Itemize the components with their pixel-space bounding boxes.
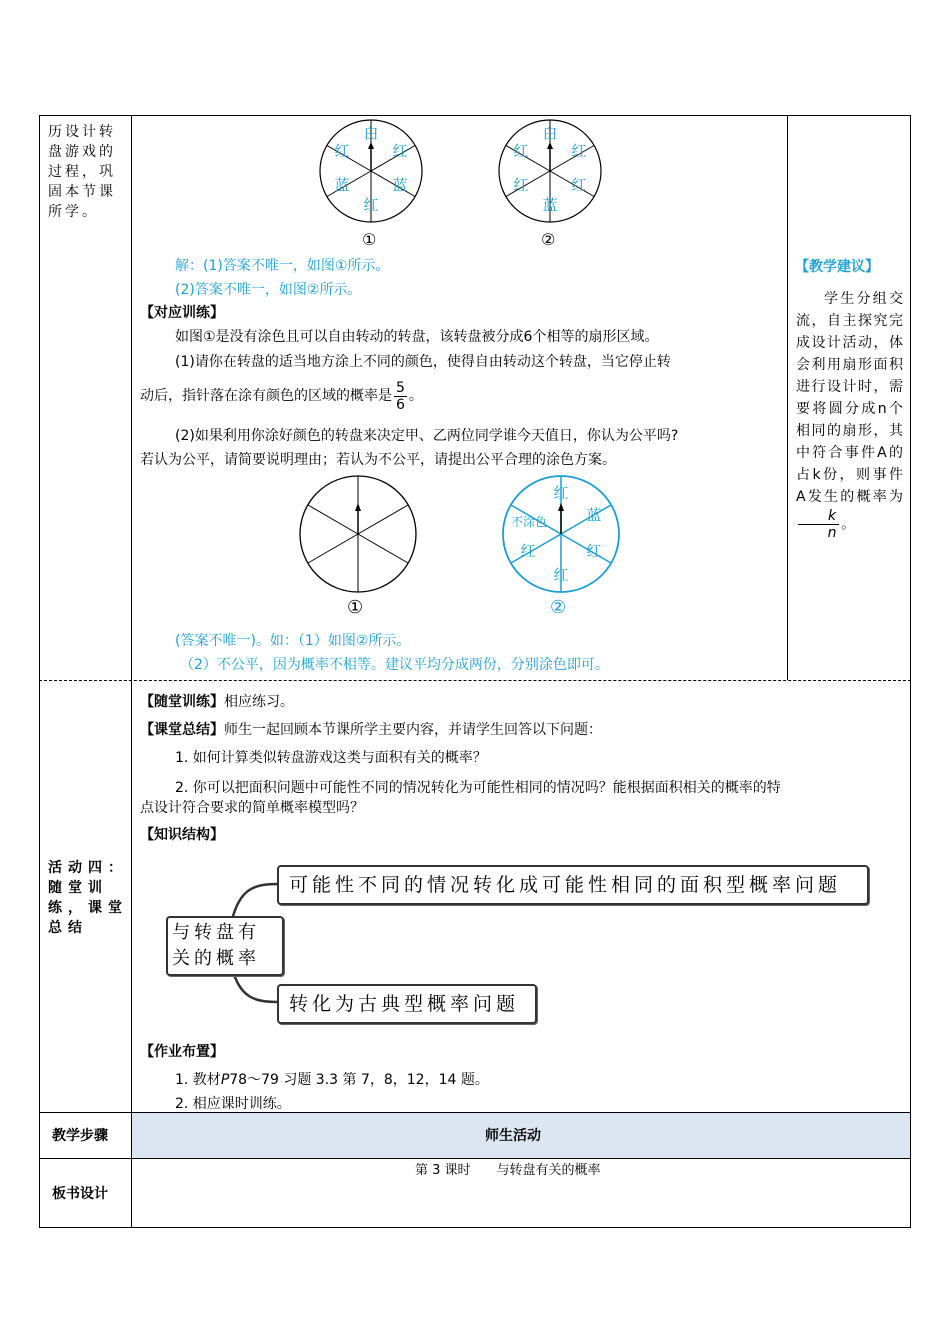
top-wheel-2	[495, 118, 605, 224]
wheel-label: 红	[571, 176, 587, 194]
answer-line-4: （2）不公平，因为概率不相等。建议平均分成两份，分别涂色即可。	[180, 657, 609, 673]
answer-line-3: (答案不唯一)。如：（1）如图②所示。	[175, 633, 411, 649]
q1-fraction	[394, 380, 407, 413]
map-branch-2-text: 转化为古典型概率问题	[289, 993, 520, 1015]
wheel-label: 红	[363, 196, 379, 214]
col-divider-2	[787, 115, 788, 680]
teaching-tip-body	[796, 288, 904, 541]
tip-frac-num: k	[798, 508, 839, 525]
hw1-prefix: 1. 教材	[175, 1072, 221, 1088]
bottom-wheel-2	[499, 474, 623, 594]
hw1-rest: 78～79 习题 3.3 第 7，8，12，14 题。	[229, 1072, 489, 1088]
top-wheel-1-caption: ①	[362, 230, 377, 249]
top-wheel-2-caption: ②	[541, 230, 556, 249]
wheel-label: 红	[513, 142, 529, 160]
practice-line	[140, 692, 294, 712]
wheel-label: 红	[571, 142, 587, 160]
knowledge-map-branch-1	[277, 865, 869, 905]
homework-title: 【作业布置】	[140, 1044, 224, 1060]
top-wheel-1	[316, 118, 426, 224]
activity-label: 师生活动	[485, 1128, 541, 1144]
summary-line	[140, 720, 602, 740]
training-q2-line1: (2)如果利用你涂好颜色的转盘来决定甲、乙两位同学谁今天值日，你认为公平吗?	[175, 428, 679, 444]
wheel-label: 蓝	[542, 196, 558, 214]
col-divider-1	[131, 115, 132, 1228]
wheel-label: 红	[392, 142, 408, 160]
board-content: 第 3 课时 与转盘有关的概率	[415, 1163, 601, 1178]
answer-line-2: (2)答案不唯一，如图②所示。	[175, 282, 362, 298]
teaching-tip-title: 【教学建议】	[795, 259, 879, 275]
summary-q1: 1. 如何计算类似转盘游戏这类与面积有关的概率？	[175, 750, 487, 766]
summary-title: 【课堂总结】	[140, 722, 224, 738]
q1-frac-num: 5	[396, 379, 405, 396]
q1-frac-den: 6	[396, 396, 405, 413]
wheel-label: 蓝	[586, 506, 602, 524]
knowledge-title: 【知识结构】	[140, 827, 224, 843]
wheel-label: 蓝	[392, 176, 408, 194]
training-q2-line2: 若认为公平，请简要说明理由；若认为不公平，请提出公平合理的涂色方案。	[140, 452, 616, 468]
training-q1-line2	[140, 376, 423, 416]
tip-fraction	[798, 508, 839, 541]
training-title: 【对应训练】	[140, 305, 224, 321]
section-divider-dashed	[39, 680, 911, 681]
table-border-right	[910, 115, 911, 1228]
prev-activity-text: 历设计转盘游戏的过程，巩固本节课所学。	[48, 124, 116, 220]
wheel-label: 白	[363, 124, 379, 142]
wheel-label: 红	[513, 176, 529, 194]
summary-q2-line1: 2. 你可以把面积问题中可能性不同的情况转化为可能性相同的情况吗？能根据面积相关的概率的特	[175, 780, 781, 796]
homework-1	[175, 1070, 489, 1090]
map-branch-1-text: 可能性不同的情况转化成可能性相同的面积型概率问题	[289, 874, 842, 896]
q1-end: 。	[408, 388, 423, 404]
practice-title: 【随堂训练】	[140, 694, 224, 710]
row-divider-2	[39, 1158, 911, 1159]
wheel-label: 红	[553, 566, 569, 584]
bottom-wheel-1	[296, 474, 420, 594]
activity-four-label: 活动四：随堂训练，课堂总结	[48, 860, 128, 936]
wheel-label: 红	[520, 542, 536, 560]
table-border-left	[39, 115, 40, 1228]
board-label: 板书设计	[52, 1186, 108, 1202]
summary-q2-line2: 点设计符合要求的简单概率模型吗？	[140, 800, 364, 816]
step-label: 教学步骤	[52, 1128, 108, 1144]
knowledge-map-root	[166, 916, 284, 976]
hw1-p: P	[220, 1072, 230, 1088]
table-border-top	[39, 115, 911, 116]
tip-frac-den: n	[827, 525, 838, 541]
bottom-wheel-1-caption: ①	[347, 597, 364, 618]
table-border-bottom	[39, 1227, 911, 1228]
wheel-label: 白	[542, 124, 558, 142]
summary-text: 师生一起回顾本节课所学主要内容，并请学生回答以下问题：	[224, 722, 602, 738]
wheel-label: 红	[334, 142, 350, 160]
wheel-label: 蓝	[334, 176, 350, 194]
tip-end: 。	[841, 516, 857, 533]
training-intro: 如图①是没有涂色且可以自由转动的转盘，该转盘被分成6个相等的扇形区域。	[175, 329, 659, 345]
wheel-label: 红	[553, 484, 569, 502]
wheel-label: 不涂色	[510, 515, 548, 529]
practice-text: 相应练习。	[224, 694, 294, 710]
teaching-tip-text: 学生分组交流，自主探究完成设计活动，体会利用扇形面积进行设计时，需要将圆分成n个相同的扇形，其中符合事件A的占k份，则事件A发生的概率为	[796, 291, 904, 505]
q1-text: 动后，指针落在涂有颜色的区域的概率是	[140, 388, 392, 404]
homework-2: 2. 相应课时训练。	[175, 1096, 291, 1112]
training-q1-line1: (1)请你在转盘的适当地方涂上不同的颜色，使得自由转动这个转盘，当它停止转	[175, 354, 671, 370]
map-root-text: 与转盘有关的概率	[172, 922, 260, 969]
answer-line-1: 解：(1)答案不唯一，如图①所示。	[175, 258, 390, 274]
wheel-label: 红	[586, 542, 602, 560]
knowledge-map-branch-2	[277, 984, 537, 1024]
bottom-wheel-2-caption: ②	[550, 597, 567, 618]
